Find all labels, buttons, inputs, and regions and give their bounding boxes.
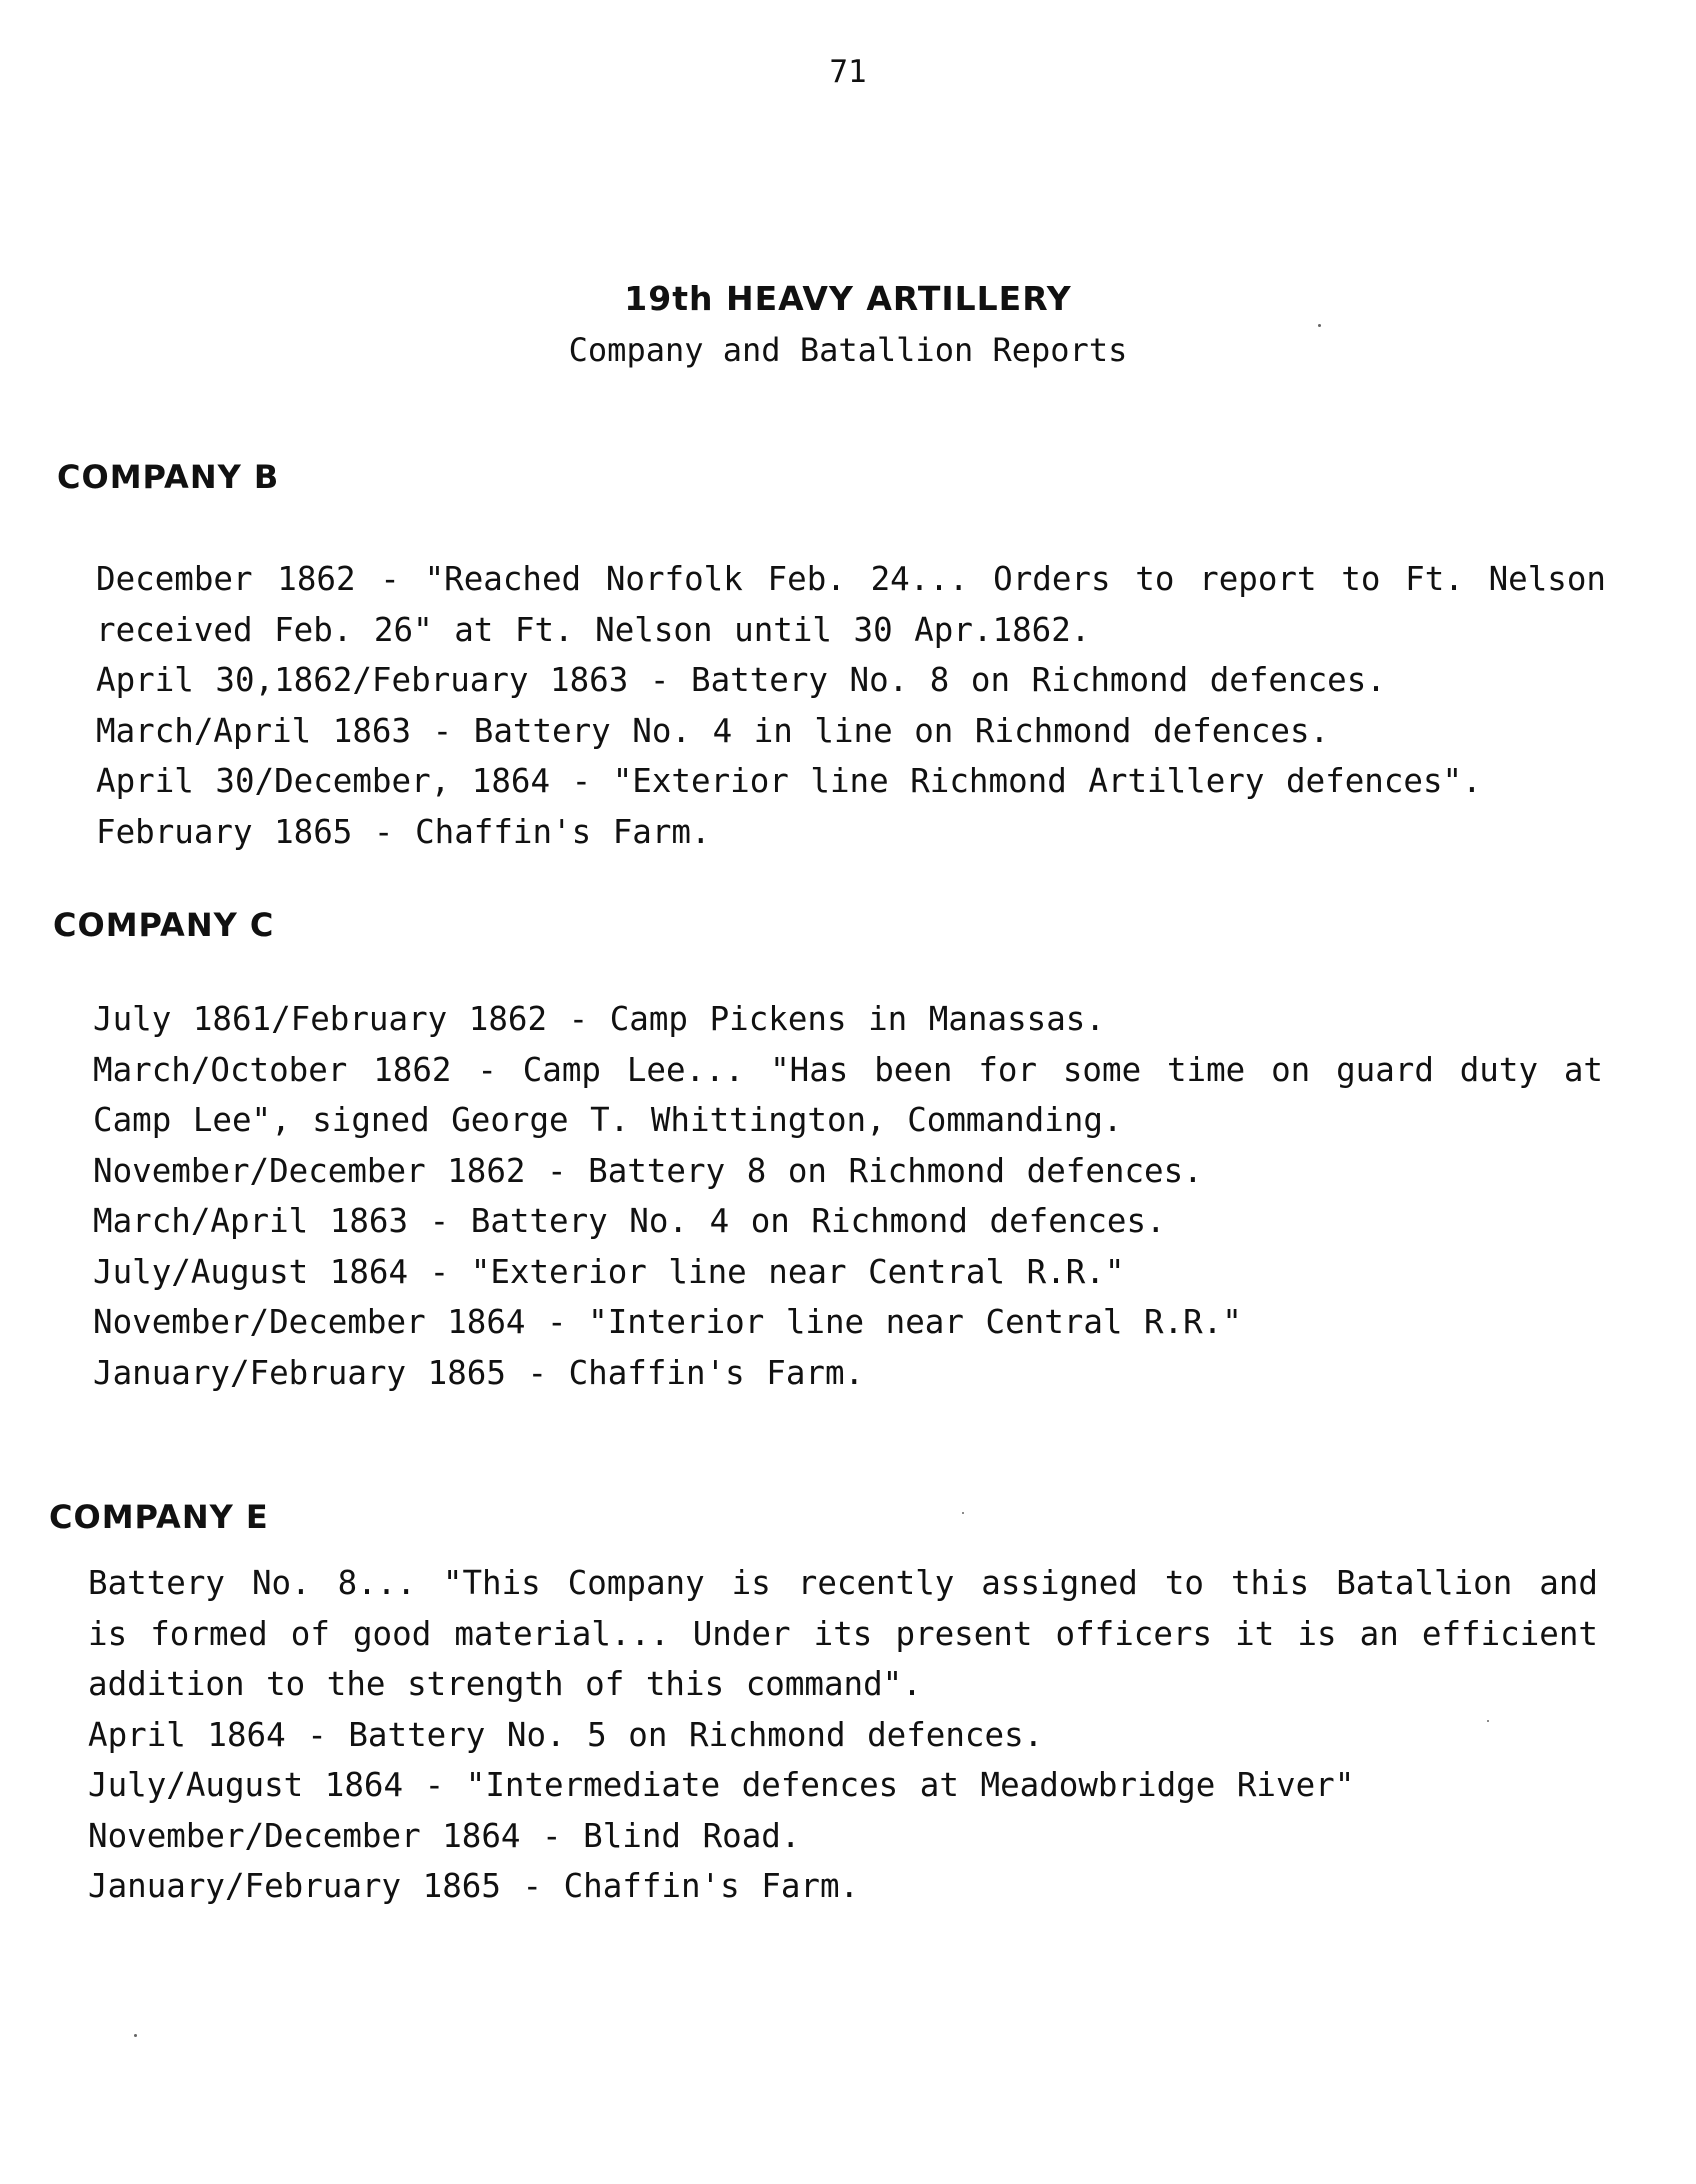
list-item: November/December 1864 - "Interior line near Central R.R.": [93, 1303, 1242, 1341]
list-item: March/April 1863 - Battery No. 4 on Richmond defences.: [93, 1202, 1166, 1240]
list-item: January/February 1865 - Chaffin's Farm.: [88, 1867, 860, 1905]
list-item: July 1861/February 1862 - Camp Pickens in Manassas.: [93, 1000, 1105, 1038]
list-item: November/December 1862 - Battery 8 on Richmond defences.: [93, 1151, 1203, 1190]
list-item: July/August 1864 - "Intermediate defences at Meadowbridge River": [88, 1766, 1355, 1804]
list-item: December 1862 - "Reached Norfolk Feb. 24... Orders to report to Ft. Nelson received Feb. 26" at Ft. Nelson until 30 Apr.1862.: [96, 560, 1606, 649]
list-item: March/October 1862 - Camp Lee... "Has been for some time on guard duty at Camp Lee", signed George T. Whittington, Commanding.: [93, 1050, 1603, 1139]
scan-speck: [1318, 324, 1321, 327]
page-subtitle: Company and Batallion Reports: [568, 331, 1128, 369]
section-heading: COMPANY E: [49, 1498, 269, 1536]
list-item: January/February 1865 - Chaffin's Farm.: [93, 1353, 865, 1392]
scan-speck: [134, 2034, 137, 2037]
list-item: July/August 1864 - "Exterior line near Central R.R.": [93, 1252, 1125, 1291]
page-number: 71: [829, 54, 867, 90]
entry-list: [93, 994, 1603, 1398]
entry-list: [88, 1558, 1598, 1912]
list-item: April 30,1862/February 1863 - Battery No. 8 on Richmond defences.: [96, 661, 1386, 699]
list-item: February 1865 - Chaffin's Farm.: [96, 812, 711, 851]
scan-speck: [1487, 1720, 1489, 1722]
list-item: April 1864 - Battery No. 5 on Richmond defences.: [88, 1715, 1044, 1754]
list-item: April 30/December, 1864 - "Exterior line Richmond Artillery defences".: [96, 762, 1482, 800]
scan-speck: [962, 1512, 964, 1514]
list-item: November/December 1864 - Blind Road.: [88, 1816, 801, 1855]
title-block: [0, 274, 1696, 376]
section-heading: COMPANY C: [53, 906, 275, 944]
list-item: March/April 1863 - Battery No. 4 in line on Richmond defences.: [96, 711, 1330, 750]
section-heading: COMPANY B: [57, 458, 280, 496]
entry-list: [96, 554, 1606, 857]
page-title: 19th HEAVY ARTILLERY: [624, 279, 1072, 318]
list-item: Battery No. 8... "This Company is recently assigned to this Batallion and is formed of good material... Under its present officers it is an efficient addition to the strength of this command".: [88, 1564, 1598, 1703]
